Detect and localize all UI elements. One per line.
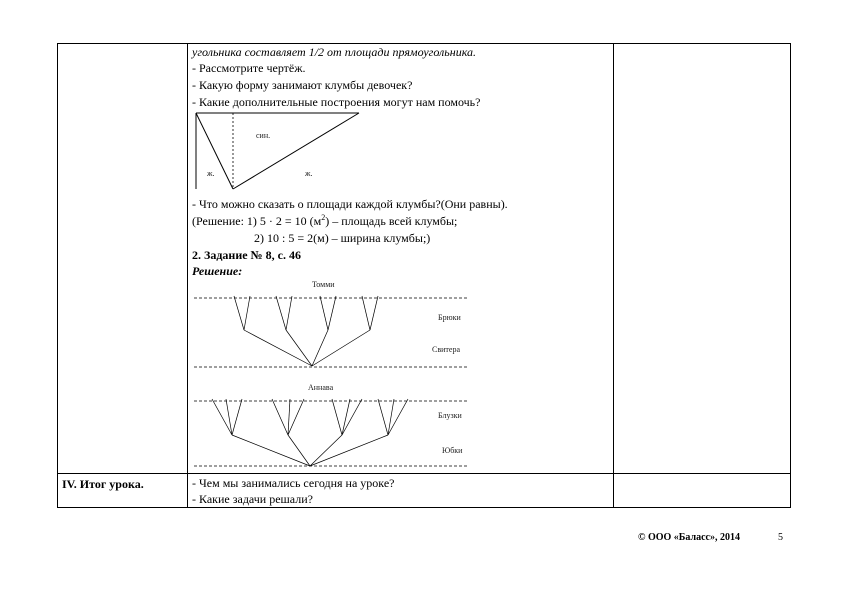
text-line-flowerbed-shape: - Какую форму занимают клумбы девочек? (192, 78, 413, 92)
tree1-label-2: Свитера (432, 345, 460, 354)
text-line-area-question: - Что можно сказать о площади каждой клумбы?(Они равны). (192, 197, 508, 211)
drawing-label-right: ж. (305, 169, 313, 178)
tree2-label-3: Блузки (438, 411, 462, 420)
solution-1-part-a: (Решение: 1) 5 · 2 = 10 (м (192, 214, 322, 228)
tree1-label-1: Брюки (438, 313, 461, 322)
drawing-diagonal-right (233, 113, 359, 189)
task-heading: 2. Задание № 8, с. 46 (192, 248, 301, 262)
summary-question-1: - Чем мы занимались сегодня на уроке? (192, 476, 395, 490)
tree2-branches (212, 399, 408, 466)
lesson-stage-title: IV. Итог урока. (62, 477, 144, 491)
flowerbed-drawing (192, 110, 372, 192)
table-border-bottom (57, 507, 791, 508)
table-border-right (790, 43, 791, 508)
summary-question-2: - Какие задачи решали? (192, 492, 313, 506)
drawing-label-top: син. (256, 131, 271, 140)
text-line-look-drawing: - Рассмотрите чертёж. (192, 61, 306, 75)
solution-1-superscript: 2 (321, 213, 326, 222)
text-line-rectangle-area: угольника составляет 1/2 от площади прямоугольника. (192, 45, 477, 59)
footer-copyright: © ООО «Баласс», 2014 (638, 532, 740, 543)
text-line-solution-1 (192, 213, 457, 229)
table-divider-1 (187, 43, 188, 508)
solution-1-part-b: ) – площадь всей клумбы; (325, 214, 458, 228)
table-divider-2 (613, 43, 614, 508)
text-line-solution-2: 2) 10 : 5 = 2(м) – ширина клумбы;) (254, 231, 431, 245)
tree1-branches (234, 296, 378, 366)
page-number: 5 (778, 532, 783, 543)
combination-tree-diagram (192, 278, 470, 474)
tree-middle-label: Аннава (308, 383, 334, 392)
solution-heading: Решение: (192, 264, 243, 278)
table-border-left (57, 43, 58, 508)
tree2-label-4: Юбки (442, 446, 463, 455)
tree-top-label: Томми (312, 280, 335, 289)
text-line-extra-constructions: - Какие дополнительные построения могут нам помочь? (192, 95, 481, 109)
drawing-label-left: ж. (207, 169, 215, 178)
